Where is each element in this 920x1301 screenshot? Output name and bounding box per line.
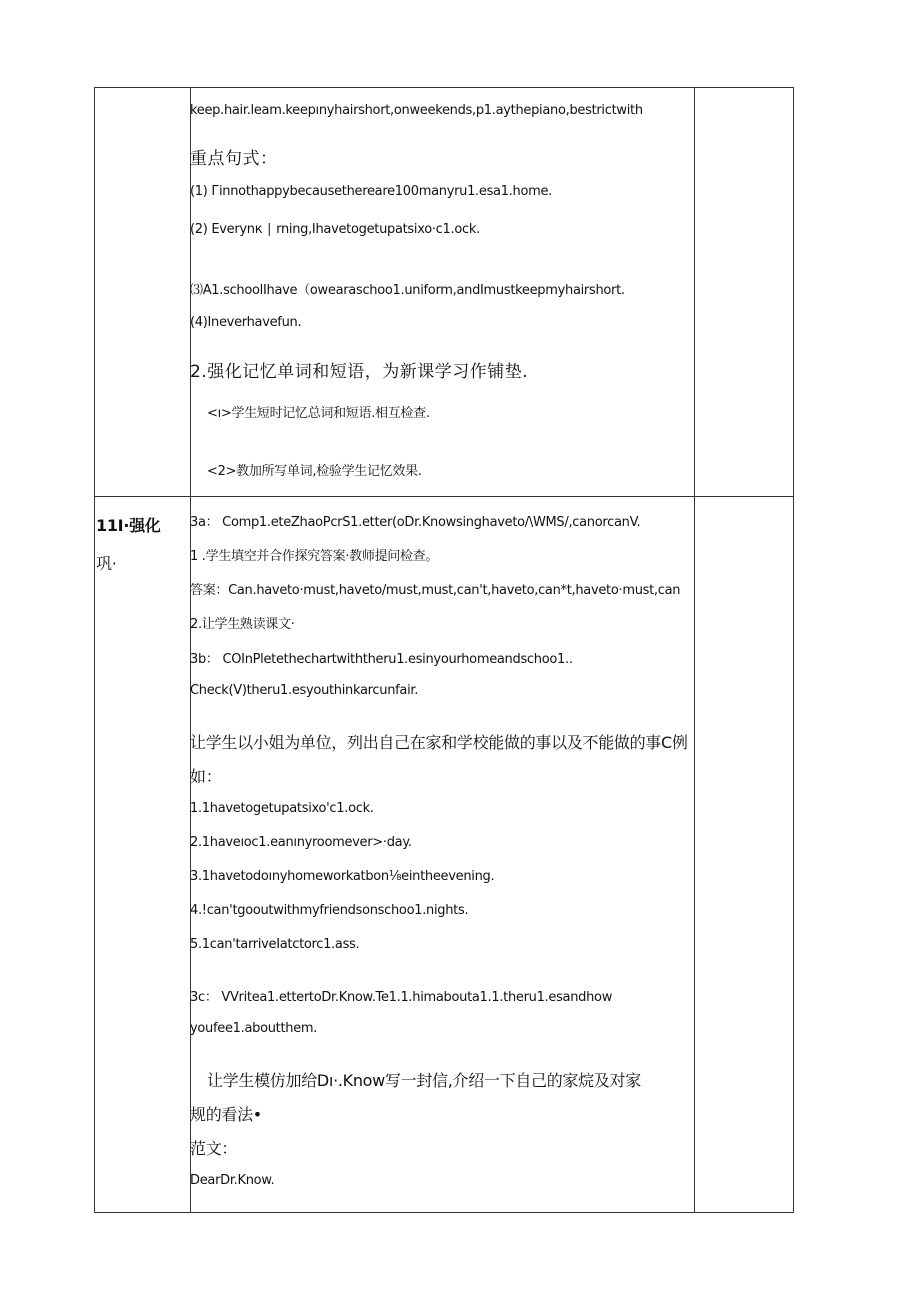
letter-task-instruction-cont: 规的看法•	[190, 1105, 262, 1124]
exercise-3a-task: 1 .学生填空并合作探究答案·教师提问检查。	[190, 549, 439, 564]
step2-item-2: <2>教加所写单词,检验学生记忆效果.	[207, 464, 422, 479]
exercise-3b: 3b： COInPletethechartwiththeru1.esinyourhomeandschoo1..	[190, 652, 573, 667]
sentence-1: (1) Гinnothappybecausethereare100manyru1.esa1.home.	[190, 184, 552, 199]
exercise-3c-cont: youfee1.aboutthem.	[190, 1021, 318, 1036]
example-label: 如：	[190, 767, 222, 786]
step2-title: 2.强化记忆单词和短语，为新课学习作铺垫.	[190, 362, 529, 382]
example-5: 5.1can'tarriveIatctorc1.ass.	[190, 937, 360, 952]
sentence-4: (4)Ineverhavefun.	[190, 315, 302, 330]
letter-task-instruction: 让学生模仿加给Dı·.Know写一封信,介绍一下自己的家烷及对家	[207, 1071, 641, 1090]
example-1: 1.1havetogetupatsixo'c1.ock.	[190, 801, 374, 816]
section3-label-line2: 巩·	[96, 554, 117, 573]
exercise-3a: 3a： Comp1.eteZhaoPcrS1.etter(oDr.Knowsinghaveto/\WMS/,canorcanV.	[190, 515, 641, 530]
section3-label	[96, 513, 161, 536]
group-task-instruction: 让学生以小姐为单位，列出自己在家和学校能做的事以及不能做的事C例	[190, 733, 688, 752]
example-2: 2.1haveıoc1.eanınyroomever>·day.	[190, 835, 412, 850]
sentence-3: ⑶A1.schoolIhave（owearaschoo1.uniform,andImustkeepmyhairshort.	[190, 283, 625, 298]
step2-item-1: <ı>学生短时记忆总词和短语.相互检查.	[207, 406, 430, 421]
sample-greeting: DearDr.Know.	[190, 1173, 275, 1188]
sentence-2: (2) Everynк ∣ rning,Ihavetogetupatsixo·c1.ock.	[190, 222, 480, 237]
answer-line: 答案：Can.haveto·must,haveto/must,must,can't,haveto,can*t,haveto·must,can	[190, 583, 681, 598]
vocab-line: keep.hair.leam.keepınyhairshort,onweekends,p1.aythepiano,bestrictwith	[190, 103, 643, 118]
column-divider-right	[694, 88, 695, 1212]
example-3: 3.1havetodoınyhomeworkatbon⅛eintheevening.	[190, 869, 495, 884]
row-divider	[95, 496, 793, 497]
example-4: 4.!can'tgooutwithmyfriendsonschoo1.nights.	[190, 903, 469, 918]
section3-label-line1: 11I·强化	[96, 516, 161, 535]
exercise-3b-check: Check(V)theru1.esyouthinkarcunfair.	[190, 683, 419, 698]
read-text-instruction: 2.让学生熟读课文·	[190, 617, 295, 632]
key-sentences-label: 重点句式：	[190, 149, 278, 169]
sample-label: 范文：	[190, 1139, 238, 1158]
exercise-3c: 3c： VVritea1.ettertoDr.Know.Te1.1.himabouta1.1.theru1.esandhow	[190, 990, 613, 1005]
